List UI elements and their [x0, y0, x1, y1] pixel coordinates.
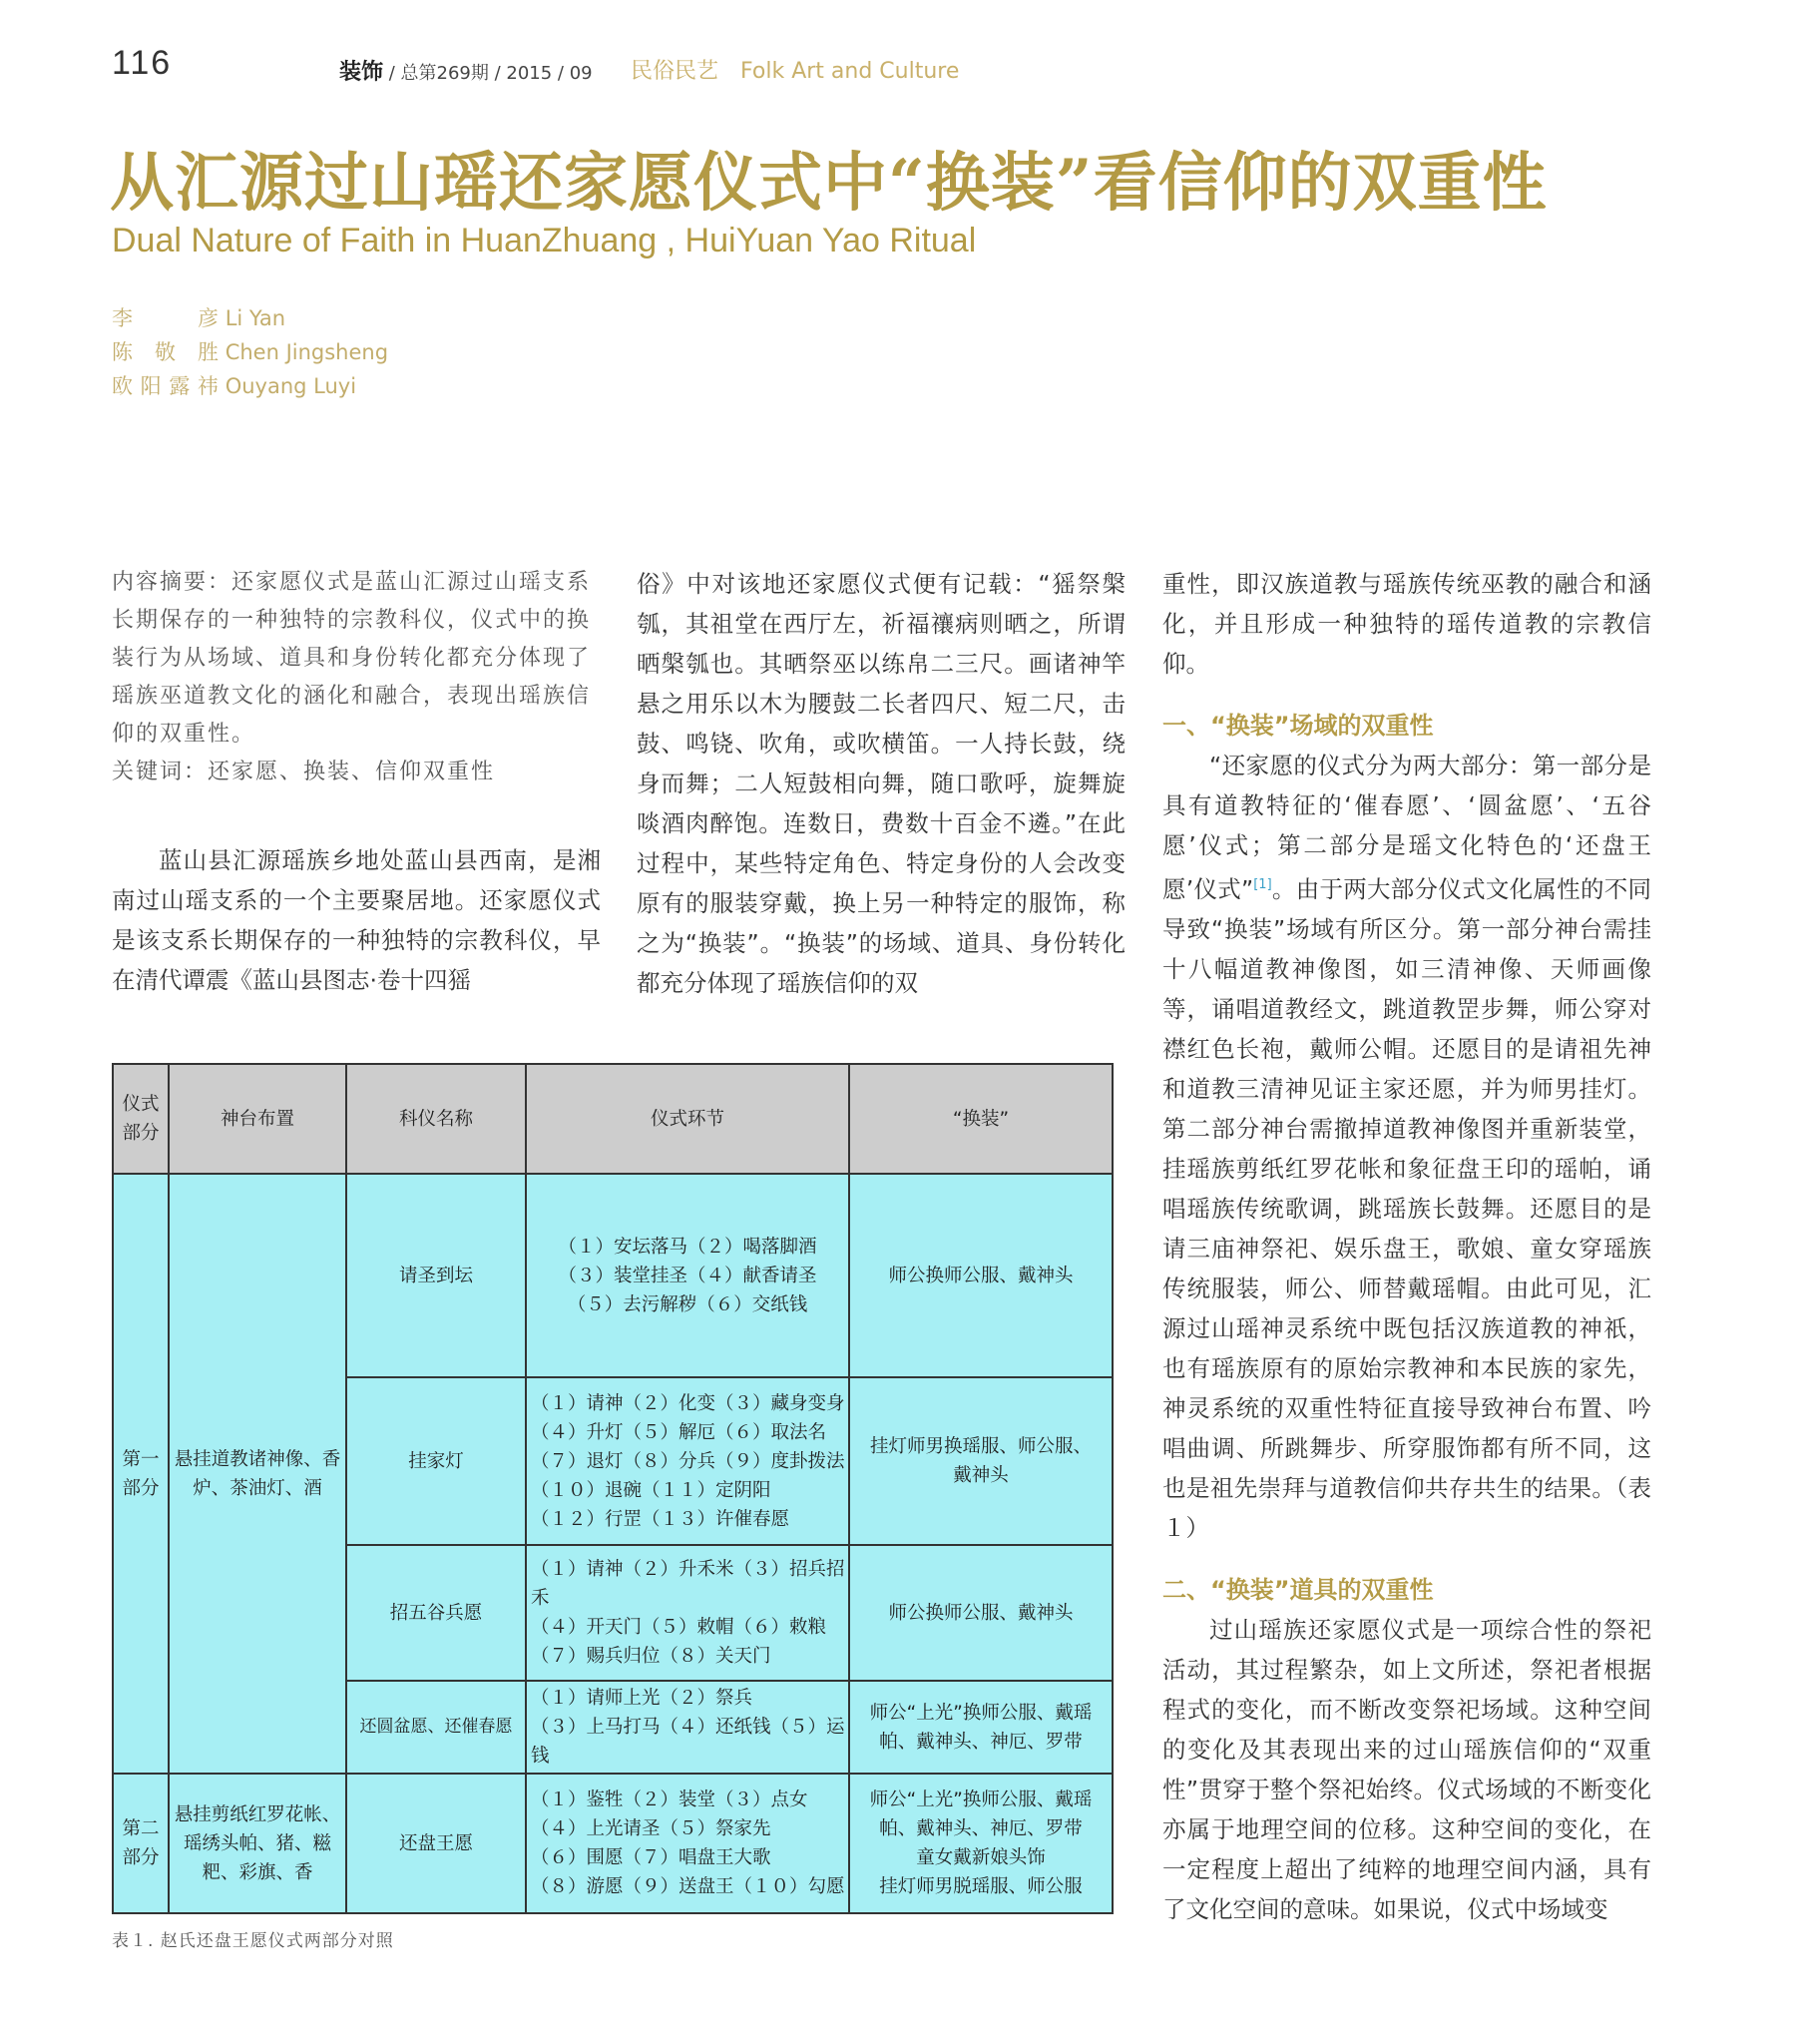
table-header: 仪式环节: [526, 1064, 849, 1174]
step-line: （１）请神（２）升禾米（３）招兵招禾: [531, 1559, 845, 1609]
body-paragraph: 重性，即汉族道教与瑶族传统巫教的融合和涵化，并且形成一种独特的瑶传道教的宗教信仰。: [1162, 570, 1651, 678]
change-line: 师公换师公服、戴神头: [888, 1265, 1074, 1286]
change-cell: [849, 1545, 1113, 1681]
step-line: （１）鉴牲（２）装堂（３）点女: [531, 1789, 808, 1810]
magazine-name: 装饰: [339, 60, 384, 85]
step-line: （１）请神（２）化变（３）藏身变身: [531, 1392, 845, 1414]
author-cn: 李彦: [112, 306, 219, 330]
section1-text-b: 。由于两大部分仪式文化属性的不同导致“换装”场域有所区分。第一部分神台需挂十八幅道教神像图，如三清神像、天师画像等，诵唱道教经文，跳道教罡步舞，师公穿对襟红色长袍，戴师公帽。还愿目的是请祖先神和道教三清神见证主家还愿，并为师男挂灯。第二部分神台需撤掉道教神像图并重新装堂，挂瑶族剪纸红罗花帐和象征盘王印的瑶帕，诵唱瑶族传统歌调，跳瑶族长鼓舞。还愿目的是请三庙神祭祀、娱乐盘王，歌娘、童女穿瑶族传统服装，师公、师替戴瑶帽。由此可见，汇源过山瑶神灵系统中既包括汉族道教的神祇，也有瑶族原有的原始宗教神和本民族的家先，神灵系统的双重性特征直接导致神台布置、吟唱曲调、所跳舞步、所穿服饰都有所不同，这也是祖先崇拜与道教信仰共存共生的结果。（表１）: [1162, 874, 1651, 1542]
article-subtitle: Dual Nature of Faith in HuanZhuang , HuiYuan Yao Ritual: [112, 222, 977, 259]
step-line: （５）去污解秽（６）交纸钱: [567, 1293, 808, 1315]
body-column-2: [637, 564, 1126, 1003]
part-label-cell: 第一部分: [113, 1174, 169, 1774]
table-caption: 表１. 赵氏还盘王愿仪式两部分对照: [112, 1931, 394, 1951]
table-header: “换装”: [849, 1064, 1113, 1174]
author-list: [112, 301, 388, 403]
body-paragraph: 过山瑶族还家愿仪式是一项综合性的祭祀活动，其过程繁杂，如上文所述，祭祀者根据程式的变化，而不断改变祭祀场域。这种空间的变化及其表现出来的过山瑶族信仰的“双重性”贯穿于整个祭祀始终。仪式场域的不断变化亦属于地理空间的位移。这种空间的变化，在一定程度上超出了纯粹的地理空间内涵，具有了文化空间的意味。如果说，仪式中场域变: [1162, 1615, 1651, 1923]
body-paragraph: [1162, 746, 1651, 1548]
author-row: [112, 335, 388, 369]
author-row: [112, 301, 388, 335]
altar-cell: 悬挂剪纸红罗花帐、瑶绣头帕、猪、糍粑、彩旗、香: [169, 1774, 346, 1913]
body-column-1: [112, 840, 601, 1000]
table-row: [113, 1174, 1113, 1377]
author-en: Ouyang Luyi: [225, 374, 357, 398]
change-line: 师公“上光”换师公服、戴瑶: [869, 1789, 1093, 1810]
step-line: （３）装堂挂圣（４）献香请圣: [558, 1265, 817, 1286]
step-line: （４）升灯（５）解厄（６）取法名: [531, 1421, 827, 1443]
masthead: [339, 55, 593, 86]
author-cn: 欧阳露祎: [112, 374, 219, 398]
section-cn: 民俗民艺: [631, 59, 719, 84]
step-line: （７）退灯（８）分兵（９）度卦拨法: [531, 1450, 845, 1472]
table-header: 神台布置: [169, 1064, 346, 1174]
step-line: （１２）行罡（１３）许催春愿: [531, 1508, 790, 1530]
keywords-text: 关键词：还家愿、换装、信仰双重性: [112, 760, 496, 784]
rite-name-cell: 请圣到坛: [346, 1174, 526, 1377]
step-line: （１）安坛落马（２）喝落脚酒: [558, 1236, 817, 1258]
part-label-cell: 第二部分: [113, 1774, 169, 1913]
change-line: 挂灯师男换瑶服、师公服、: [869, 1436, 1092, 1457]
change-line: 帕、戴神头、神厄、罗带: [879, 1731, 1083, 1753]
section-en: Folk Art and Culture: [740, 59, 960, 84]
table-row: [113, 1774, 1113, 1913]
section-heading-2: 二、“换装”道具的双重性: [1162, 1575, 1434, 1604]
step-line: （４）上光请圣（５）祭家先: [531, 1818, 771, 1839]
step-line: （４）开天门（５）敕帽（６）敕粮: [531, 1617, 827, 1638]
ritual-table: [112, 1063, 1114, 1914]
section-heading-1: 一、“换装”场域的双重性: [1162, 712, 1434, 740]
section1-text-a: “还家愿的仪式分为两大部分：第一部分是具有道教特征的‘催春愿’、‘圆盆愿’、‘五谷愿’仪式；第二部分是瑶文化特色的‘还盘王愿’仪式”: [1162, 752, 1651, 903]
steps-cell: [526, 1774, 849, 1913]
change-line: 帕、戴神头、神厄、罗带: [879, 1818, 1083, 1839]
author-en: Li Yan: [225, 306, 286, 330]
rite-name-cell: 招五谷兵愿: [346, 1545, 526, 1681]
table-header-row: [113, 1064, 1113, 1174]
author-row: [112, 369, 388, 403]
rite-name-cell: 还盘王愿: [346, 1774, 526, 1913]
steps-cell: [526, 1174, 849, 1377]
steps-cell: [526, 1545, 849, 1681]
change-line: 戴神头: [953, 1465, 1009, 1486]
body-paragraph: 俗》中对该地还家愿仪式便有记载：“猺祭槃瓠，其祖堂在西厅左，祈福禳病则晒之，所谓晒槃瓠也。其晒祭巫以练帛二三尺。画诸神竿悬之用乐以木为腰鼓二长者四尺、短二尺，击鼓、鸣铙、吹角，或吹横笛。一人持长鼓，绕身而舞；二人短鼓相向舞，随口歌呼，旋舞旋啖酒肉醉饱。连数日，费数十百金不遴。”在此过程中，某些特定角色、特定身份的人会改变原有的服装穿戴，换上另一种特定的服饰，称之为“换装”。“换装”的场域、道具、身份转化都充分体现了瑶族信仰的双: [637, 570, 1126, 997]
change-line: 童女戴新娘头饰: [916, 1847, 1046, 1868]
rite-name-cell: 挂家灯: [346, 1377, 526, 1545]
step-line: （６）围愿（７）唱盘王大歌: [531, 1847, 771, 1868]
section-label: [631, 54, 981, 85]
steps-cell: [526, 1681, 849, 1774]
change-cell: [849, 1681, 1113, 1774]
issue-info: / 总第269期 / 2015 / 09: [383, 63, 593, 84]
citation-ref[interactable]: [1]: [1253, 877, 1272, 892]
author-en: Chen Jingsheng: [225, 340, 389, 364]
change-cell: [849, 1174, 1113, 1377]
step-line: （１０）退碗（１１）定阴阳: [531, 1479, 771, 1501]
body-column-3: [1162, 564, 1651, 1929]
abstract-block: [112, 564, 601, 791]
steps-cell: [526, 1377, 849, 1545]
table-header: 科仪名称: [346, 1064, 526, 1174]
altar-cell: 悬挂道教诸神像、香炉、茶油灯、酒: [169, 1174, 346, 1774]
change-line: 师公换师公服、戴神头: [888, 1602, 1074, 1624]
article-title: 从汇源过山瑶还家愿仪式中“换装”看信仰的双重性: [110, 146, 1548, 221]
table-header: 仪式部分: [113, 1064, 169, 1174]
step-line: （７）赐兵归位（８）关天门: [531, 1646, 771, 1667]
step-line: （１）请师上光（２）祭兵: [531, 1688, 753, 1709]
step-line: （３）上马打马（４）还纸钱（５）运钱: [531, 1717, 845, 1767]
author-cn: 陈敬胜: [112, 340, 219, 364]
body-paragraph: 蓝山县汇源瑶族乡地处蓝山县西南，是湘南过山瑶支系的一个主要聚居地。还家愿仪式是该支系长期保存的一种独特的宗教科仪，早在清代谭震《蓝山县图志·卷十四猺: [112, 846, 601, 994]
step-line: （８）游愿（９）送盘王（１０）勾愿: [531, 1876, 845, 1897]
change-cell: [849, 1774, 1113, 1913]
page-number: 116: [112, 44, 173, 82]
change-cell: [849, 1377, 1113, 1545]
rite-name-cell: 还圆盆愿、还催春愿: [346, 1681, 526, 1774]
change-line: 师公“上光”换师公服、戴瑶: [869, 1702, 1093, 1724]
abstract-text: 内容摘要：还家愿仪式是蓝山汇源过山瑶支系长期保存的一种独特的宗教科仪，仪式中的换装行为从场域、道具和身份转化都充分体现了瑶族巫道教文化的涵化和融合，表现出瑶族信仰的双重性。: [112, 570, 592, 747]
change-line: 挂灯师男脱瑶服、师公服: [879, 1876, 1083, 1897]
